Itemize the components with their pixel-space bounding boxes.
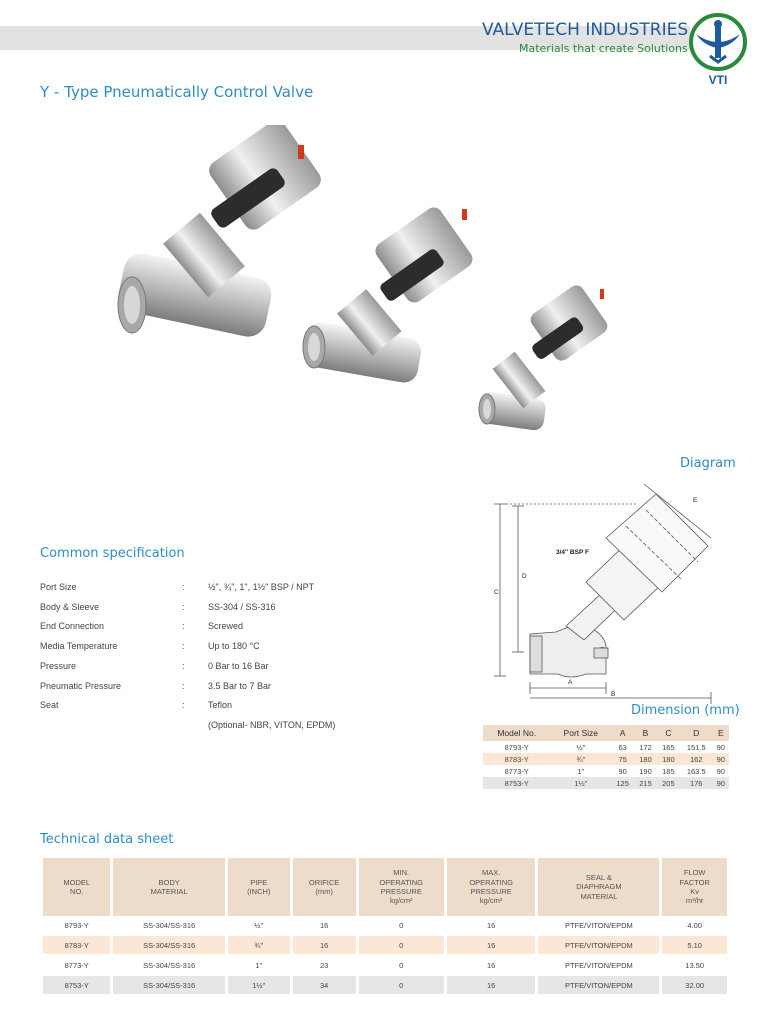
dimension-cell: 1½" xyxy=(550,777,611,789)
dimension-header-cell: D xyxy=(680,725,713,741)
technical-header-line: kg/cm² xyxy=(389,896,413,906)
dimension-cell: 8773-Y xyxy=(504,766,529,776)
technical-cell: 16 xyxy=(445,916,537,935)
technical-header-line: PIPE xyxy=(250,877,268,887)
technical-header-line: BODY xyxy=(158,877,180,887)
technical-header-line: MIN. xyxy=(393,868,410,878)
technical-header-row xyxy=(42,858,729,916)
dimension-heading: Dimension (mm) xyxy=(631,703,740,718)
technical-row xyxy=(42,975,729,995)
dimension-cell: 90 xyxy=(716,742,725,752)
technical-cell: ¾" xyxy=(226,935,291,955)
dimension-row xyxy=(483,741,729,753)
common-spec-heading: Common specification xyxy=(40,546,185,561)
dimension-cell: 180 xyxy=(657,753,680,765)
spec-label: Pressure xyxy=(40,660,77,671)
diagram-letter-d: D xyxy=(522,573,527,580)
dimension-cell: 190 xyxy=(639,766,652,776)
technical-cell: 16 xyxy=(445,935,537,955)
diagram-letter-a: A xyxy=(568,679,573,686)
seat-note: (Optional- NBR, VITON, EPDM) xyxy=(208,719,336,730)
dimension-cell: 8753-Y xyxy=(483,777,550,789)
product-photo xyxy=(110,125,630,445)
technical-cell: PTFE/VITON/EPDM xyxy=(537,935,661,955)
technical-cell: 5.10 xyxy=(661,935,729,955)
dimension-cell: 63 xyxy=(618,742,627,752)
dimension-row xyxy=(483,753,729,765)
technical-header-line: ORIFICE xyxy=(308,877,340,887)
technical-cell: SS-304/SS-316 xyxy=(112,955,226,975)
technical-header-line: MATERIAL xyxy=(150,887,188,896)
spec-value: Up to 180 °C xyxy=(208,641,260,652)
dimension-cell: ¾" xyxy=(550,753,611,765)
technical-header-line: m³/hr xyxy=(685,896,704,906)
technical-header-cell xyxy=(42,858,112,916)
spec-label: Body & Sleeve xyxy=(40,601,100,612)
spec-value: 0 Bar to 16 Bar xyxy=(208,660,269,671)
technical-cell: 0 xyxy=(357,955,445,975)
technical-row xyxy=(42,935,729,955)
dimension-cell: 176 xyxy=(680,777,713,789)
dimension-header-cell: C xyxy=(657,725,680,741)
technical-header-cell xyxy=(112,858,226,916)
diagram-letter-b: B xyxy=(611,691,616,698)
technical-cell: 16 xyxy=(445,975,537,995)
dimension-cell: 163.5 xyxy=(686,766,706,776)
technical-cell: 32.00 xyxy=(661,975,729,995)
technical-header-line: (INCH) xyxy=(247,887,271,896)
technical-cell: 34 xyxy=(291,975,357,995)
dimension-row xyxy=(483,765,729,777)
spec-value: 3.5 Bar to 7 Bar xyxy=(208,680,272,691)
dimension-header-cell: Port Size xyxy=(550,725,611,741)
dimension-cell: 90 xyxy=(618,766,627,776)
technical-cell: 0 xyxy=(357,975,445,995)
spec-colon: : xyxy=(182,582,185,592)
port-label: 3/4" BSP F xyxy=(556,549,589,556)
technical-row xyxy=(42,916,729,935)
diagram-heading: Diagram xyxy=(680,456,736,471)
dimension-cell: 180 xyxy=(634,753,657,765)
dimension-diagram xyxy=(486,476,731,704)
spec-colon: : xyxy=(182,601,185,612)
diagram-letter-e: E xyxy=(693,497,698,504)
dimension-cell: 75 xyxy=(611,753,634,765)
dimension-cell: ½" xyxy=(576,742,586,752)
technical-cell: 8753-Y xyxy=(42,975,112,995)
spec-colon: : xyxy=(182,641,185,652)
technical-cell: 1½" xyxy=(226,975,291,995)
valve-medium xyxy=(302,204,476,385)
technical-header-line: OPERATING xyxy=(469,877,513,887)
spec-value: Teflon xyxy=(208,700,233,711)
technical-cell: PTFE/VITON/EPDM xyxy=(537,975,661,995)
dimension-table xyxy=(483,725,729,789)
spec-colon: : xyxy=(182,700,185,711)
dimension-header-cell: Model No. xyxy=(483,725,550,741)
dimension-cell: 162 xyxy=(680,753,713,765)
technical-cell: 16 xyxy=(291,916,357,935)
page-title: Y - Type Pneumatically Control Valve xyxy=(40,83,314,101)
technical-table xyxy=(40,858,730,996)
technical-header-line: SEAL & xyxy=(585,872,612,882)
spec-value: ½", ¾", 1", 1½" BSP / NPT xyxy=(208,582,315,592)
technical-cell: PTFE/VITON/EPDM xyxy=(537,916,661,935)
dimension-header-row xyxy=(483,725,729,741)
technical-header-line: PRESSURE xyxy=(380,887,422,896)
dimension-cell: 165 xyxy=(662,742,675,752)
technical-cell: 8773-Y xyxy=(42,955,112,975)
spec-label: Port Size xyxy=(40,582,77,592)
dimension-cell: 185 xyxy=(662,766,675,776)
dimension-cell: 215 xyxy=(634,777,657,789)
dimension-header-cell: A xyxy=(611,725,634,741)
technical-header-line: OPERATING xyxy=(379,877,423,887)
technical-header-line: FLOW xyxy=(683,868,706,878)
technical-cell: SS-304/SS-316 xyxy=(112,935,226,955)
company-name: VALVETECH INDUSTRIES xyxy=(482,20,689,40)
technical-cell: SS-304/SS-316 xyxy=(112,975,226,995)
spec-colon: : xyxy=(182,621,185,632)
spec-colon: : xyxy=(182,680,185,691)
spec-label: End Connection xyxy=(40,621,105,632)
dimension-cell: 90 xyxy=(716,766,725,776)
technical-cell: PTFE/VITON/EPDM xyxy=(537,955,661,975)
company-tagline: Materials that create Solutions xyxy=(519,42,688,55)
technical-cell: SS-304/SS-316 xyxy=(112,916,226,935)
technical-cell: 8793-Y xyxy=(42,916,112,935)
technical-header-line: (mm) xyxy=(315,887,333,896)
technical-cell: 16 xyxy=(291,935,357,955)
dimension-cell: 90 xyxy=(713,753,729,765)
technical-row xyxy=(42,955,729,975)
technical-header-cell xyxy=(291,858,357,916)
spec-label: Media Temperature xyxy=(40,641,118,652)
valve-small xyxy=(478,282,610,431)
valve-large xyxy=(115,125,324,340)
dimension-row xyxy=(483,777,729,789)
spec-label: Pneumatic Pressure xyxy=(40,680,122,691)
dimension-header-cell: B xyxy=(634,725,657,741)
dimension-cell: 151.5 xyxy=(686,742,706,752)
spec-colon: : xyxy=(182,660,185,671)
spec-label: Seat xyxy=(40,700,59,711)
technical-heading: Technical data sheet xyxy=(40,832,174,847)
technical-header-line: MAX. xyxy=(481,868,501,878)
dimension-cell: 125 xyxy=(611,777,634,789)
technical-header-cell xyxy=(445,858,537,916)
technical-cell: 13.50 xyxy=(661,955,729,975)
technical-cell: ½" xyxy=(226,916,291,935)
spec-value: Screwed xyxy=(208,621,244,632)
technical-header-line: FACTOR xyxy=(679,877,710,887)
technical-header-line: PRESSURE xyxy=(470,887,512,896)
diagram-letter-c: C xyxy=(494,589,499,596)
technical-header-line: DIAPHRAGM xyxy=(576,882,622,892)
vti-logo xyxy=(686,12,750,88)
logo-text: VTI xyxy=(708,73,728,87)
technical-cell: 1" xyxy=(226,955,291,975)
technical-cell: 23 xyxy=(291,955,357,975)
dimension-cell: 205 xyxy=(657,777,680,789)
spec-value: SS-304 / SS-316 xyxy=(208,601,276,612)
dimension-cell: 8783-Y xyxy=(483,753,550,765)
dimension-cell: 172 xyxy=(639,742,652,752)
technical-header-cell xyxy=(226,858,291,916)
technical-cell: 16 xyxy=(445,955,537,975)
technical-cell: 0 xyxy=(357,916,445,935)
technical-header-line: NO. xyxy=(70,887,84,896)
dimension-cell: 8793-Y xyxy=(504,742,529,752)
dimension-cell: 1" xyxy=(577,766,585,776)
technical-cell: 4.00 xyxy=(661,916,729,935)
technical-header-line: MATERIAL xyxy=(580,891,618,901)
technical-header-cell xyxy=(661,858,729,916)
technical-header-line: Kv xyxy=(690,887,700,896)
technical-header-cell xyxy=(357,858,445,916)
technical-cell: 8783-Y xyxy=(42,935,112,955)
technical-header-line: kg/cm² xyxy=(479,896,503,906)
dimension-cell: 90 xyxy=(713,777,729,789)
dimension-header-cell: E xyxy=(713,725,729,741)
technical-header-line: MODEL xyxy=(63,877,91,887)
technical-header-cell xyxy=(537,858,661,916)
technical-cell: 0 xyxy=(357,935,445,955)
